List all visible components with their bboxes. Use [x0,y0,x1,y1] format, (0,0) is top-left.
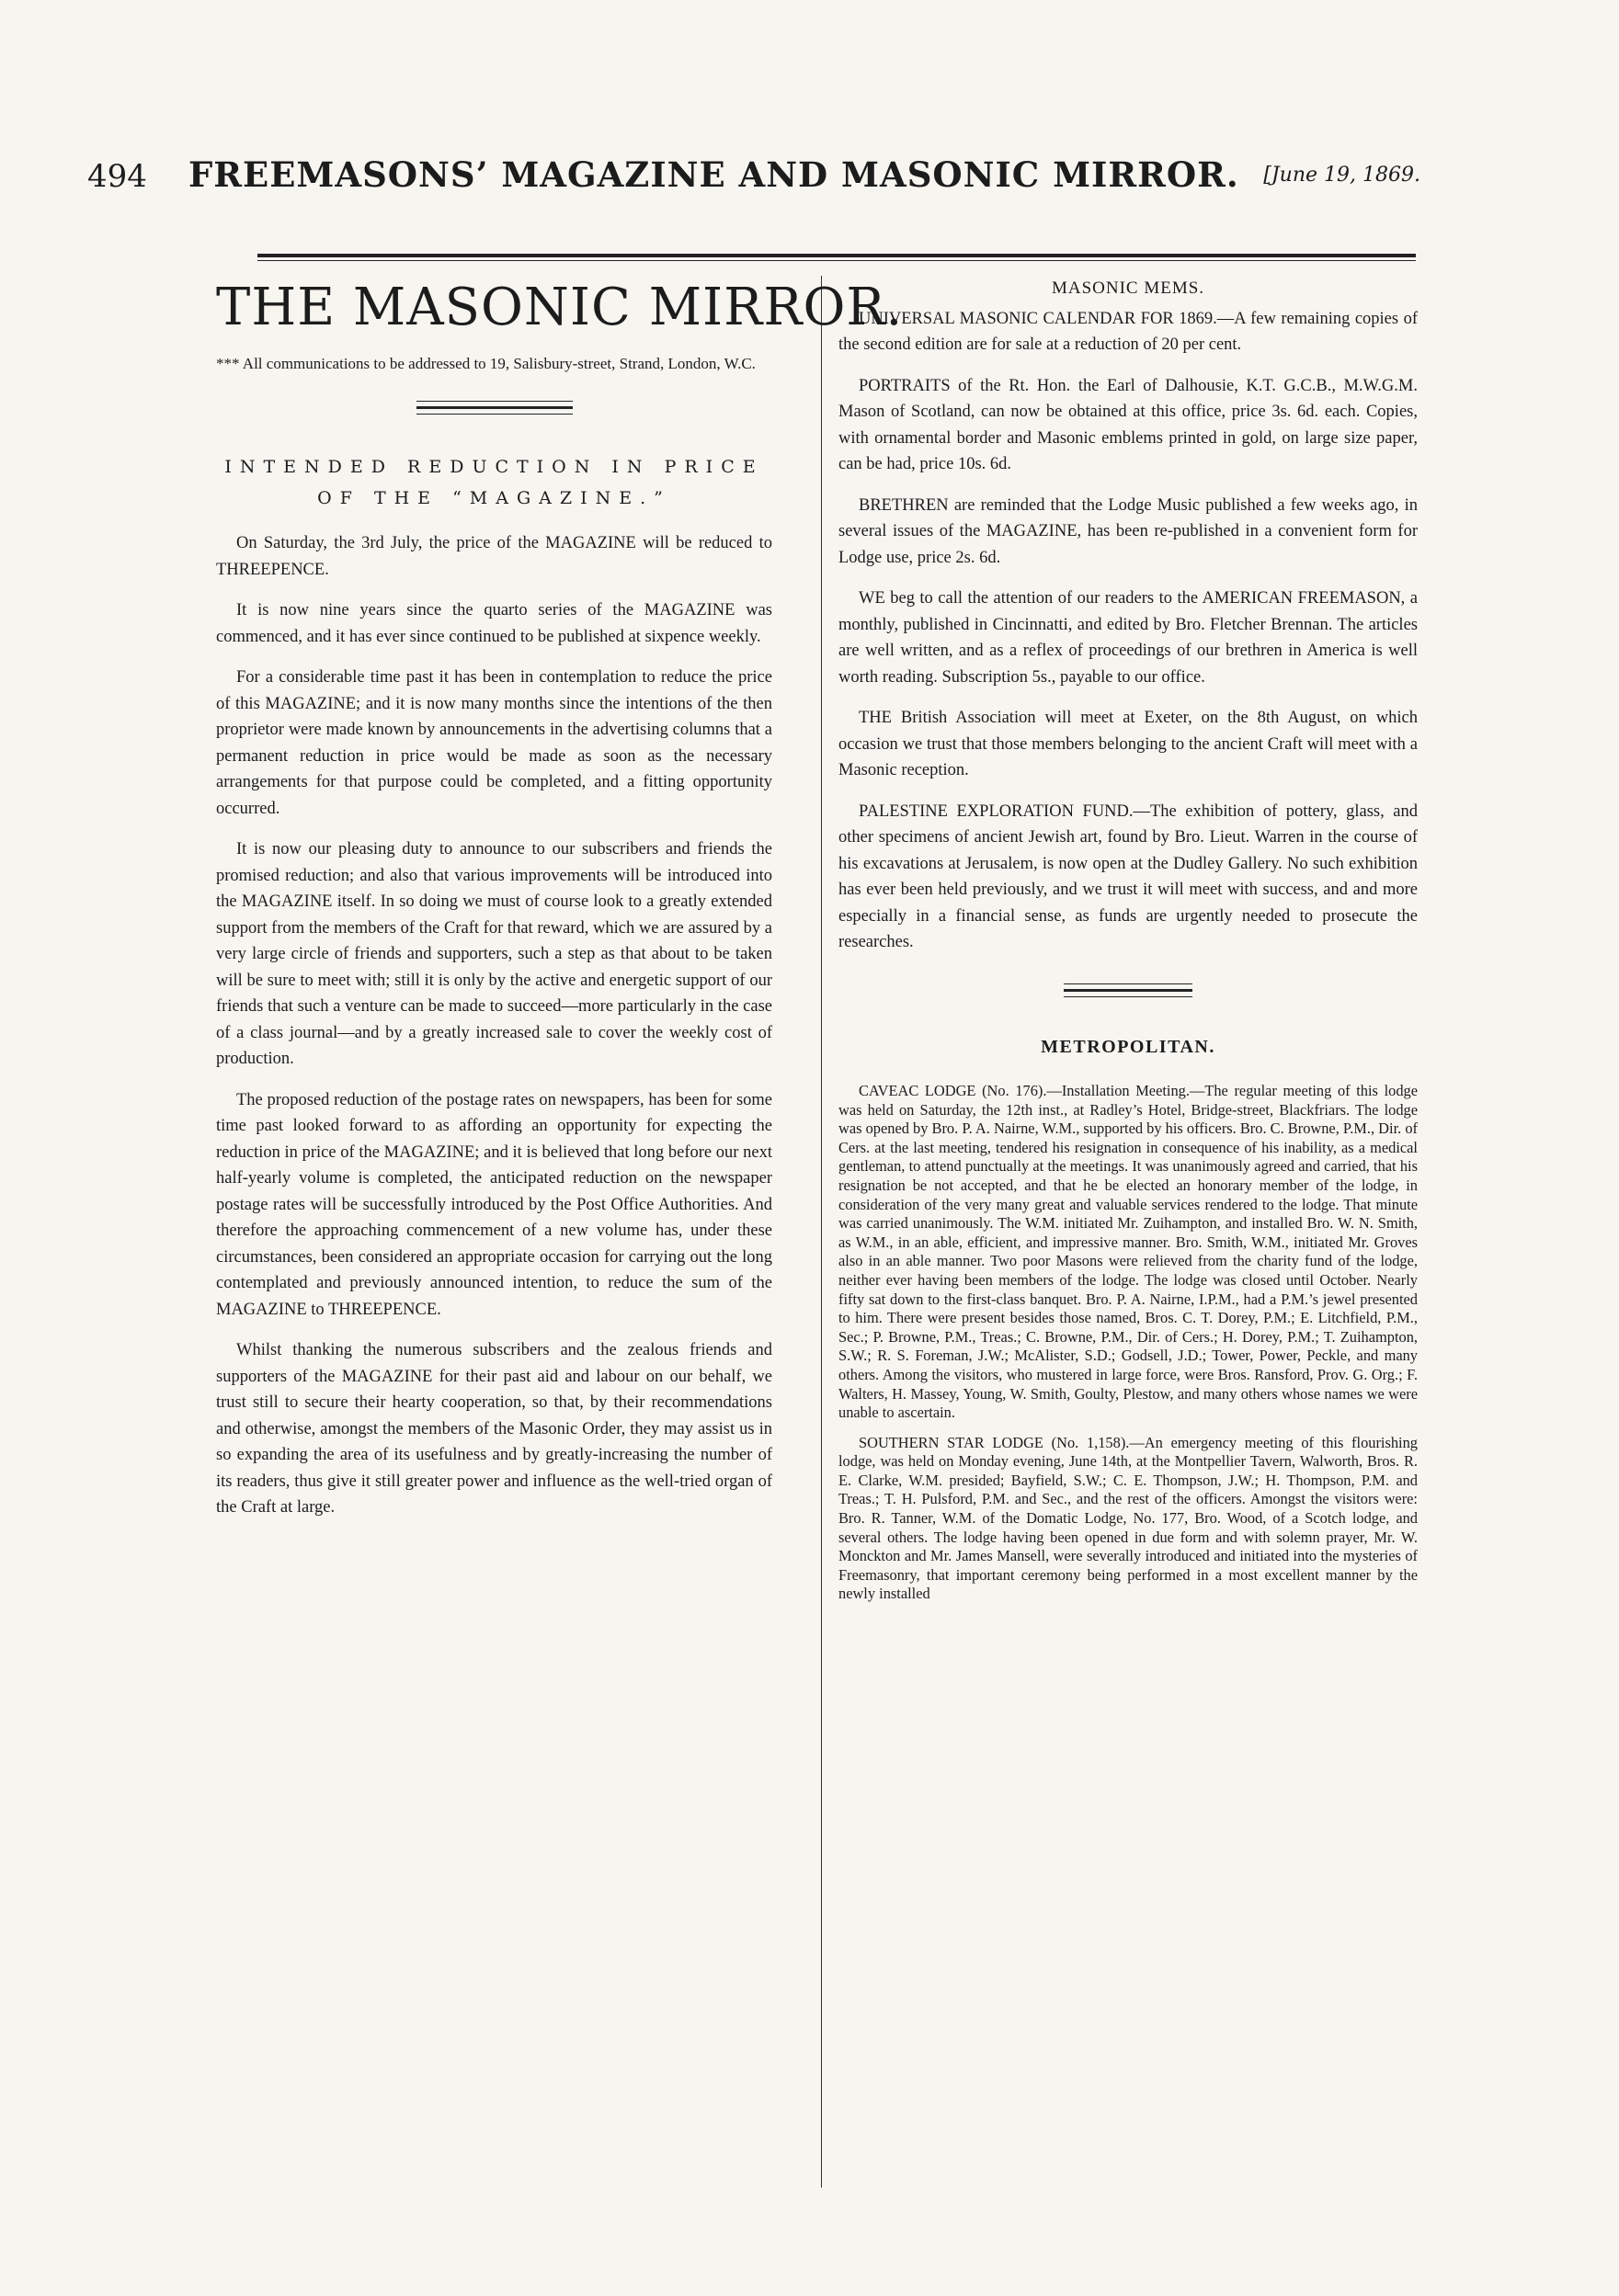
mem-item: PALESTINE EXPLORATION FUND.—The exhibition of pottery, glass, and other specimens of ancient Jewish art, found by Bro. Lieut. Warren in the course of his excavations at Jerusalem, is now open at the Dudley Gallery. No such exhibition has ever been held previously, and we trust it will meet with success, and and more especially in a financial sense, as funds are urgently needed to prosecute the researches. [838,801,1418,951]
lodge-report: CAVEAC LODGE (No. 176).—Installation Meeting.—The regular meeting of this lodge was held on Saturday, the 12th inst., at Radley’s Hotel, Bridge-street, Blackfriars. The lodge was opened by Bro. P. A. Nairne, W.M., supported by his officers. Bro. C. Browne, P.M., Dir. of Cers. at the last meeting, tendered his resignation in consequence of his inability, as a medical gentleman, to attend punctually at the meetings. It was unanimously agreed and carried, that his resignation be not accepted, and that he be elected an honorary member of the lodge, in consideration of the very many great and valuable services rendered to the lodge. That minute was carried unanimously. The W.M. initiated Mr. Zuihampton, and installed Bro. W. N. Smith, as W.M., in an able, efficient, and impressive manner. Bro. Smith, W.M., initiated Mr. Groves also in an able manner. Two poor Masons were relieved from the charity fund of the lodge, neither ever having been members of the lodge. The lodge was closed until October. Nearly fifty sat down to the first-class banquet. Bro. P. A. Nairne, I.P.M., had a P.M.’s jewel presented to him. There were present besides those named, Bros. C. T. Dorey, P.M.; E. Litchfield, P.M., Sec.; P. Browne, P.M., Treas.; C. Browne, P.M., Dir. of Cers.; H. Dorey, P.M.; T. Zuihampton, S.W.; R. S. Foreman, J.W.; McAlister, S.D.; Godsell, J.D.; Tower, Power, Peckle, and many others. Among the visitors, who mustered in large force, were Bros. Ransford, Prov. G. Org.; F. Walters, H. Massey, Young, W. Smith, Goulty, Plestow, and many others whose names we were unable to ascertain. [838,1082,1418,1422]
left-column [216,276,904,1536]
page-header [87,154,1420,200]
article-heading: INTENDED REDUCTION IN PRICE OF THE “MAGAZINE.” [224,457,764,508]
article-paragraph: On Saturday, the 3rd July, the price of the MAGAZINE will be reduced to THREEPENCE. [216,534,772,579]
article-paragraph: It is now nine years since the quarto series of the MAGAZINE was commenced, and it has ever since continued to be published at sixpence weekly. [216,601,772,646]
ornament-rule [1064,983,1192,997]
metropolitan-heading: METROPOLITAN. [1041,1036,1215,1057]
page-number: 494 [87,158,147,195]
address-notice: *** All communications to be addressed to 19, Salisbury-street, Strand, London, W.C. [216,355,756,372]
running-title: FREEMASONS’ MAGAZINE AND MASONIC MIRROR. [188,154,1239,195]
article-paragraph: It is now our pleasing duty to announce to our subscribers and friends the promised reduction; and also that various improvements will be introduced into the MAGAZINE itself. In so doing we must of course look to a greatly extended support from the members of the Craft for that reward, which we are assured by a very large circle of friends and supporters, such a step as that about to be taken will be sure to meet with; still it is only by the active and energetic support of our friends that such a venture can be made to succeed—more particularly in the case of a class journal—and by a greatly increased sale to cover the weekly cost of production. [216,840,772,1068]
header-rule-thin [257,260,1416,261]
mem-item: UNIVERSAL MASONIC CALENDAR FOR 1869.—A few remaining copies of the second edition are for sale at a reduction of 20 per cent. [838,309,1418,354]
article-paragraph: Whilst thanking the numerous subscribers and the zealous friends and supporters of the MAGAZINE for their past aid and labour on our behalf, we trust still to secure their hearty cooperation, so that, by their recommendations and otherwise, amongst the members of the Masonic Order, they may assist us in so expanding the area of its usefulness and by greatly-increasing the number of its readers, thus give it still greater power and influence as the well-tried organ of the Craft at large. [216,1341,772,1517]
header-rule [257,254,1416,257]
column-divider [821,276,822,2188]
issue-date: [June 19, 1869. [1263,164,1420,187]
mem-item: THE British Association will meet at Exeter, on the 8th August, on which occasion we trust that those members belonging to the ancient Craft will meet with a Masonic reception. [838,709,1418,779]
lodge-report: SOUTHERN STAR LODGE (No. 1,158).—An emergency meeting of this flourishing lodge, was held on Monday evening, June 14th, at the Montpellier Tavern, Walworth, Bros. R. E. Clarke, W.M. presided; Bayfield, S.W.; C. E. Thompson, J.W.; H. Thompson, P.M. and Treas.; T. H. Pulsford, P.M. and Sec., and the rest of the officers. Amongst the visitors were: Bro. R. Tanner, W.M. of the Domatic Lodge, No. 177, Bro. Wood, of a Scotch lodge, and several others. The lodge having been opened in due form and with solemn prayer, Mr. W. Monckton and Mr. James Mansell, were severally introduced and initiated into the mysteries of Freemasonry, that important ceremony being performed in a most excellent manner by the newly installed [838,1433,1418,1603]
mems-heading: MASONIC MEMS. [1051,278,1205,298]
article-paragraph: For a considerable time past it has been in contemplation to reduce the price of this MAGAZINE; and it is now many months since the intentions of the then proprietor were made known by announcements in the advertising columns that a permanent reduction in price would be made as soon as the necessary arrangements for that purpose could be completed, and a fitting opportunity occurred. [216,668,772,818]
right-column [838,276,1418,1615]
mem-item: WE beg to call the attention of our readers to the AMERICAN FREEMASON, a monthly, published in Cincinnatti, and edited by Bro. Fletcher Brennan. The articles are well written, and as a reflex of proceedings of our brethren in America is well worth reading. Subscription 5s., payable to our office. [838,589,1418,687]
article-paragraph: The proposed reduction of the postage rates on newspapers, has been for some time past looked forward to as affording an opportunity for expecting the reduction in price of the MAGAZINE; and it is believed that long before our next half-yearly volume is completed, the anticipated reduction on the newspaper postage rates will be successfully introduced by the Post Office Authorities. And therefore the approaching commencement of a new volume has, under these circumstances, been considered an appropriate occasion for carrying out the long contemplated and previously announced intention, to reduce the sum of the MAGAZINE to THREEPENCE. [216,1090,772,1319]
mem-item: PORTRAITS of the Rt. Hon. the Earl of Dalhousie, K.T. G.C.B., M.W.G.M. Mason of Scotland, can now be obtained at this office, price 3s. 6d. each. Copies, with ornamental border and Masonic emblems printed in gold, on large size paper, can be had, price 10s. 6d. [838,376,1418,473]
mem-item: BRETHREN are reminded that the Lodge Music published a few weeks ago, in several issues of the MAGAZINE, has been re-published in a convenient form for Lodge use, price 2s. 6d. [838,495,1418,567]
section-masthead: THE MASONIC MIRROR. [216,278,904,337]
ornament-rule [416,401,573,415]
